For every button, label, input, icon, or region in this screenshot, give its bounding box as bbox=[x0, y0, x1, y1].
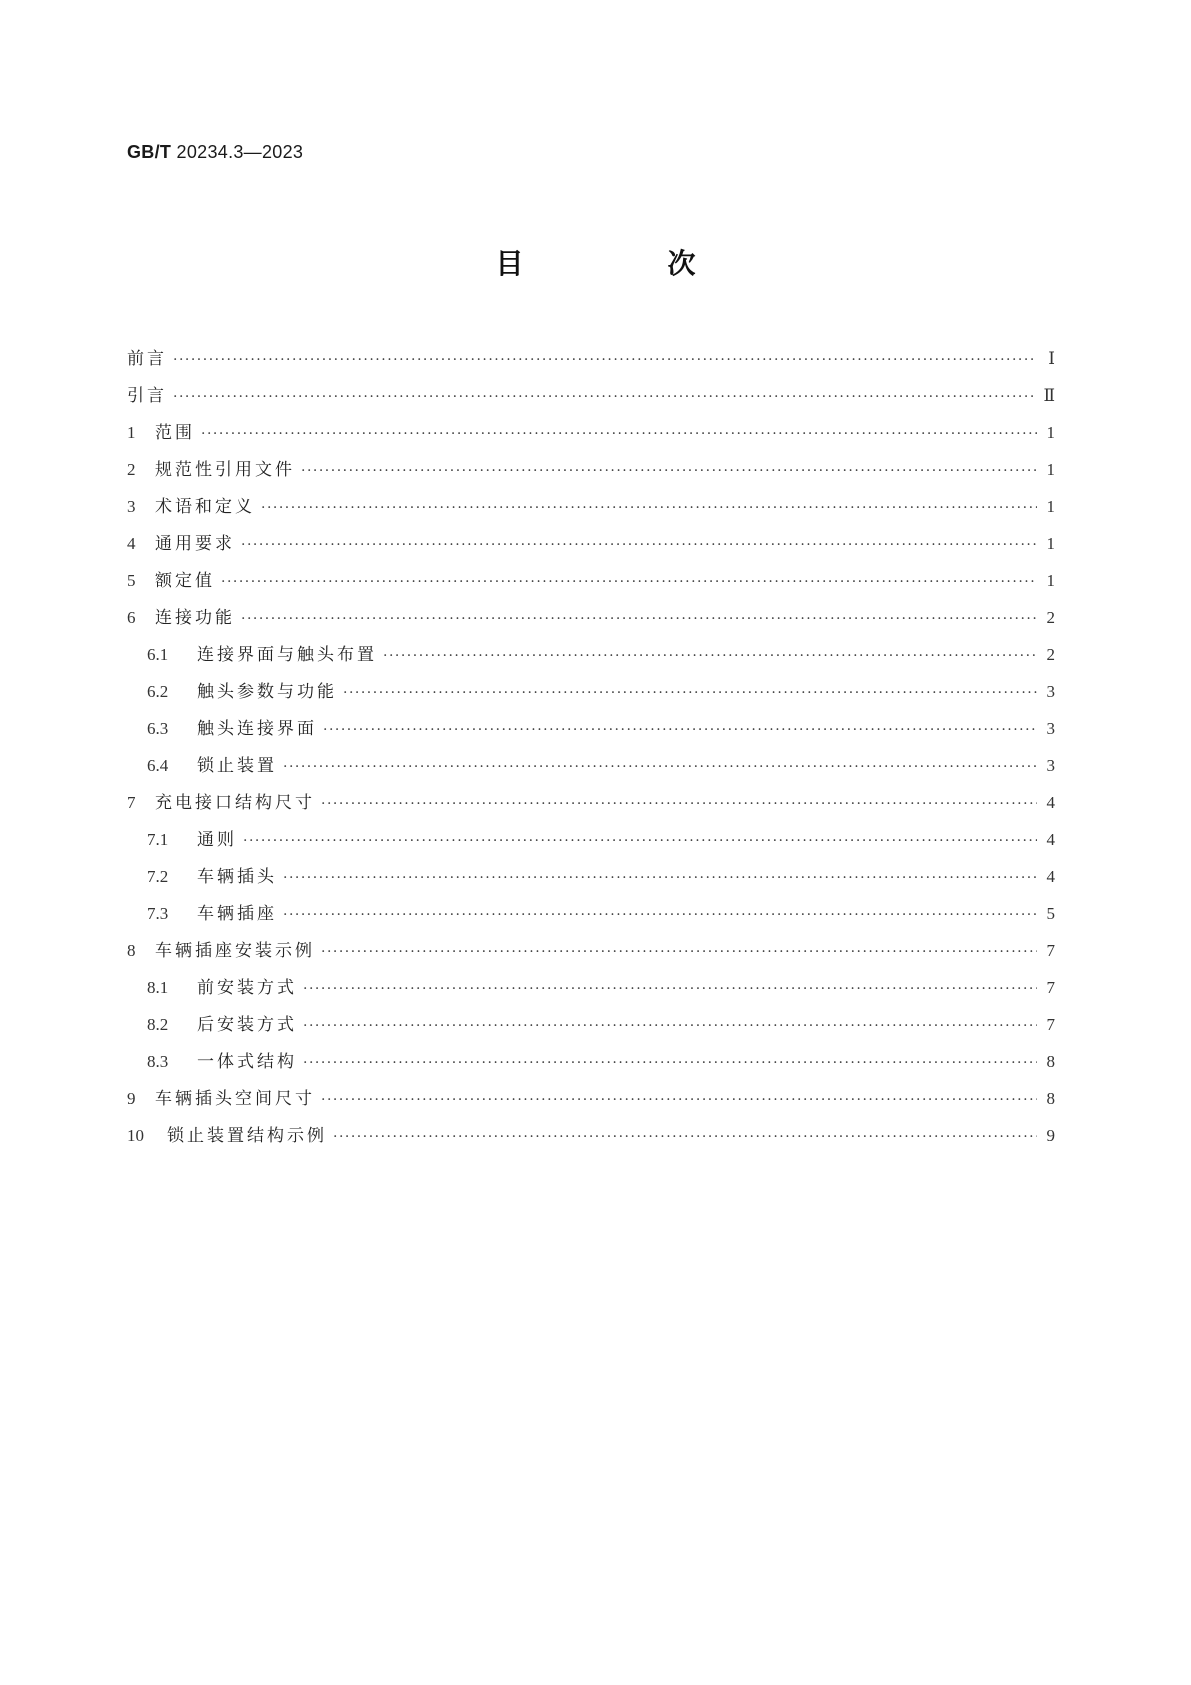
toc-leader bbox=[283, 860, 1037, 897]
toc-entry-9[interactable] bbox=[127, 1080, 1055, 1117]
toc-entry-text: 触头参数与功能 bbox=[197, 682, 337, 702]
toc-entry-page: 3 bbox=[1046, 682, 1055, 701]
toc-entry-page: 9 bbox=[1046, 1126, 1055, 1145]
toc-leader bbox=[241, 601, 1037, 638]
toc-entry-text: 车辆插座 bbox=[197, 904, 277, 924]
toc-leader bbox=[321, 786, 1037, 823]
toc-entry-text: 术语和定义 bbox=[155, 497, 255, 517]
toc-leader bbox=[321, 934, 1037, 971]
toc-entry-number: 7 bbox=[127, 793, 136, 812]
toc-entry-7-3[interactable] bbox=[127, 895, 1055, 932]
toc-entry-number: 9 bbox=[127, 1089, 136, 1108]
toc-entry-text: 通则 bbox=[197, 830, 237, 850]
toc-leader bbox=[303, 1045, 1037, 1082]
toc-entry-number: 4 bbox=[127, 534, 136, 553]
toc-entry-page: 1 bbox=[1046, 460, 1055, 479]
toc-leader bbox=[303, 971, 1037, 1008]
toc-entry-text: 连接功能 bbox=[155, 608, 235, 628]
toc-entry-6-3[interactable] bbox=[127, 710, 1055, 747]
toc-entry-page: 7 bbox=[1046, 978, 1055, 997]
toc-leader bbox=[283, 749, 1037, 786]
toc-entry-text: 前言 bbox=[127, 349, 167, 369]
toc-entry-text: 触头连接界面 bbox=[197, 719, 317, 739]
toc-entry-page: Ⅱ bbox=[1043, 386, 1055, 405]
toc-entry-text: 一体式结构 bbox=[197, 1052, 297, 1072]
toc-leader bbox=[221, 564, 1037, 601]
toc-entry-number: 8.2 bbox=[147, 1015, 169, 1034]
toc-entry-page: 8 bbox=[1046, 1052, 1055, 1071]
toc-leader bbox=[323, 712, 1037, 749]
toc-title: 目 次 bbox=[495, 247, 754, 280]
toc-entry-number: 6.1 bbox=[147, 645, 169, 664]
toc-entry-number: 2 bbox=[127, 460, 136, 479]
toc-entry-text: 充电接口结构尺寸 bbox=[155, 793, 315, 813]
toc-entry-5[interactable] bbox=[127, 562, 1055, 599]
toc-entry-6[interactable] bbox=[127, 599, 1055, 636]
toc-leader bbox=[333, 1119, 1037, 1156]
toc-entry-page: 3 bbox=[1046, 719, 1055, 738]
toc-entry-10[interactable] bbox=[127, 1117, 1055, 1154]
toc-entry-number: 7.2 bbox=[147, 867, 169, 886]
toc-entry-number: 1 bbox=[127, 423, 136, 442]
toc-entry-page: 4 bbox=[1046, 793, 1055, 812]
toc-entry-number: 7.3 bbox=[147, 904, 169, 923]
toc-leader bbox=[303, 1008, 1037, 1045]
toc-entry-number: 8 bbox=[127, 941, 136, 960]
standard-prefix: GB/T bbox=[127, 142, 172, 162]
table-of-contents bbox=[127, 340, 1055, 1154]
toc-entry-number: 3 bbox=[127, 497, 136, 516]
toc-entry-text: 车辆插头空间尺寸 bbox=[155, 1089, 315, 1109]
toc-entry-page: 4 bbox=[1046, 867, 1055, 886]
toc-entry-number: 7.1 bbox=[147, 830, 169, 849]
standard-number: 20234.3—2023 bbox=[176, 142, 304, 162]
toc-entry-8[interactable] bbox=[127, 932, 1055, 969]
toc-entry-6-4[interactable] bbox=[127, 747, 1055, 784]
toc-leader bbox=[343, 675, 1037, 712]
toc-leader bbox=[173, 379, 1037, 416]
toc-entry-7-2[interactable] bbox=[127, 858, 1055, 895]
toc-entry-1[interactable] bbox=[127, 414, 1055, 451]
toc-entry-4[interactable] bbox=[127, 525, 1055, 562]
toc-entry-number: 6 bbox=[127, 608, 136, 627]
standard-code bbox=[127, 142, 303, 163]
toc-entry-number: 6.4 bbox=[147, 756, 169, 775]
toc-entry-page: 3 bbox=[1046, 756, 1055, 775]
toc-leader bbox=[261, 490, 1037, 527]
toc-entry-7[interactable] bbox=[127, 784, 1055, 821]
toc-entry-page: Ⅰ bbox=[1048, 349, 1055, 368]
toc-entry-number: 10 bbox=[127, 1126, 144, 1145]
toc-entry-number: 8.1 bbox=[147, 978, 169, 997]
toc-leader bbox=[201, 416, 1037, 453]
toc-entry-number: 6.2 bbox=[147, 682, 169, 701]
toc-entry-7-1[interactable] bbox=[127, 821, 1055, 858]
toc-entry-page: 1 bbox=[1046, 423, 1055, 442]
toc-entry-text: 前安装方式 bbox=[197, 978, 297, 998]
toc-leader bbox=[173, 342, 1037, 379]
toc-entry-text: 规范性引用文件 bbox=[155, 460, 295, 480]
toc-entry-8-3[interactable] bbox=[127, 1043, 1055, 1080]
toc-entry-text: 后安装方式 bbox=[197, 1015, 297, 1035]
toc-leader bbox=[301, 453, 1037, 490]
toc-entry-page: 8 bbox=[1046, 1089, 1055, 1108]
toc-entry-6-1[interactable] bbox=[127, 636, 1055, 673]
toc-leader bbox=[241, 527, 1037, 564]
toc-entry-number: 8.3 bbox=[147, 1052, 169, 1071]
toc-entry-introduction[interactable] bbox=[127, 377, 1055, 414]
toc-entry-page: 4 bbox=[1046, 830, 1055, 849]
toc-entry-text: 车辆插座安装示例 bbox=[155, 941, 315, 961]
toc-entry-8-2[interactable] bbox=[127, 1006, 1055, 1043]
toc-entry-text: 范围 bbox=[155, 423, 195, 443]
toc-entry-page: 5 bbox=[1046, 904, 1055, 923]
toc-leader bbox=[383, 638, 1037, 675]
toc-entry-number: 5 bbox=[127, 571, 136, 590]
toc-entry-page: 2 bbox=[1046, 645, 1055, 664]
toc-entry-text: 锁止装置 bbox=[197, 756, 277, 776]
toc-leader bbox=[321, 1082, 1037, 1119]
toc-entry-text: 车辆插头 bbox=[197, 867, 277, 887]
toc-entry-page: 7 bbox=[1046, 941, 1055, 960]
toc-entry-text: 连接界面与触头布置 bbox=[197, 645, 377, 665]
toc-entry-page: 7 bbox=[1046, 1015, 1055, 1034]
toc-entry-text: 锁止装置结构示例 bbox=[167, 1126, 327, 1146]
toc-entry-page: 2 bbox=[1046, 608, 1055, 627]
toc-entry-6-2[interactable] bbox=[127, 673, 1055, 710]
toc-entry-text: 引言 bbox=[127, 386, 167, 406]
toc-entry-foreword[interactable] bbox=[127, 340, 1055, 377]
toc-entry-text: 通用要求 bbox=[155, 534, 235, 554]
toc-leader bbox=[243, 823, 1037, 860]
toc-entry-page: 1 bbox=[1046, 571, 1055, 590]
toc-entry-8-1[interactable] bbox=[127, 969, 1055, 1006]
toc-leader bbox=[283, 897, 1037, 934]
toc-entry-2[interactable] bbox=[127, 451, 1055, 488]
toc-entry-number: 6.3 bbox=[147, 719, 169, 738]
toc-entry-page: 1 bbox=[1046, 497, 1055, 516]
toc-entry-3[interactable] bbox=[127, 488, 1055, 525]
toc-entry-text: 额定值 bbox=[155, 571, 215, 591]
toc-entry-page: 1 bbox=[1046, 534, 1055, 553]
